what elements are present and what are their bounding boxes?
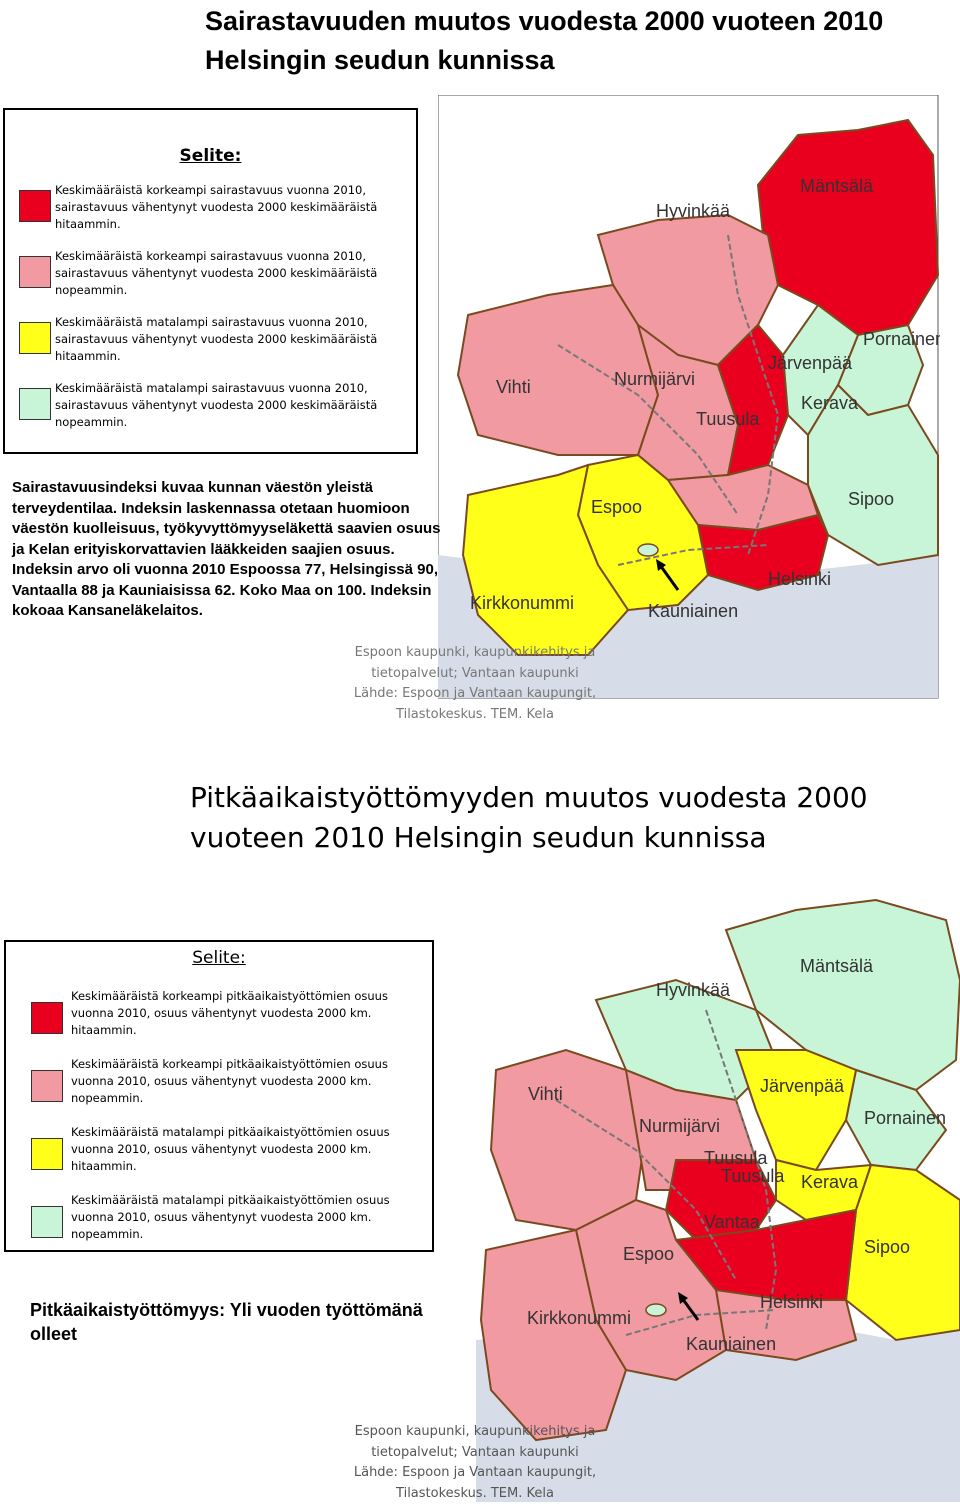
source-line: tietopalvelut; Vantaan kaupunki <box>371 1444 579 1460</box>
map2-legend <box>4 940 434 1252</box>
label-helsinki: Helsinki <box>768 569 832 589</box>
map1-legend-title: Selite: <box>179 146 242 166</box>
source-line: Tilastokeskus. TEM. Kela <box>396 1485 554 1501</box>
label-kirkkonummi: Kirkkonummi <box>527 1308 632 1328</box>
source-line: Lähde: Espoon ja Vantaan kaupungit, <box>353 686 597 701</box>
legend-swatch-pink <box>19 256 51 288</box>
map1-legend-item-2 <box>5 248 416 308</box>
label-kirkkonummi: Kirkkonummi <box>470 593 575 613</box>
label-hyvinkaa: Hyvinkää <box>656 980 731 1000</box>
label-nurmijarvi: Nurmijärvi <box>639 1116 720 1136</box>
region-kauniainen <box>638 544 658 556</box>
legend-swatch-pink <box>31 1070 63 1102</box>
legend-text: Keskimääräistä matalampi sairastavuus vuonna 2010, sairastavuus vähentynyt vuodesta 2000 keskimääräistä hitaammin. <box>55 315 378 363</box>
label-jarvenpaa: Järvenpää <box>760 1076 845 1096</box>
map1 <box>438 95 940 700</box>
map2-legend-item-3 <box>6 1124 432 1184</box>
legend-swatch-red <box>31 1002 63 1034</box>
map1-svg <box>438 95 940 700</box>
source-line: Espoon kaupunki, kaupunkikehitys ja <box>354 645 596 660</box>
map1-legend-item-3 <box>5 314 416 374</box>
label-tuusula: Tuusula <box>696 409 760 429</box>
label-hyvinkaa: Hyvinkää <box>656 201 731 221</box>
legend-swatch-mint <box>31 1206 63 1238</box>
region-kauniainen <box>646 1304 666 1316</box>
map2-source <box>320 1422 630 1504</box>
label-pornainen: Pornainen <box>863 329 940 349</box>
label-jarvenpaa: Järvenpää <box>768 353 853 373</box>
legend-swatch-yellow <box>19 322 51 354</box>
label-tuusula-2: Tuusula <box>721 1166 785 1186</box>
label-espoo: Espoo <box>623 1244 675 1264</box>
label-kerava: Kerava <box>801 393 859 413</box>
legend-swatch-mint <box>19 388 51 420</box>
map2-legend-item-2 <box>6 1056 432 1116</box>
map2-description: Pitkäaikaistyöttömyys: Yli vuoden työttömänä olleet <box>30 1300 423 1344</box>
map1-title: Sairastavuuden muutos vuodesta 2000 vuoteen 2010 Helsingin seudun kunnissa <box>205 6 884 75</box>
label-helsinki: Helsinki <box>760 1292 824 1312</box>
label-espoo: Espoo <box>591 497 643 517</box>
map2-title: Pitkäaikaistyöttömyyden muutos vuodesta 2000 vuoteen 2010 Helsingin seudun kunnissa <box>190 781 868 854</box>
label-vihti: Vihti <box>528 1084 563 1104</box>
map2-svg <box>476 870 960 1502</box>
label-vantaa: Vantaa <box>704 1212 760 1232</box>
legend-swatch-red <box>19 190 51 222</box>
legend-text: Keskimääräistä korkeampi sairastavuus vuonna 2010, sairastavuus vähentynyt vuodesta 2000 keskimääräistä nopeammin. <box>55 249 378 297</box>
map2-legend-item-4 <box>6 1192 432 1252</box>
map1-legend-item-4 <box>5 380 416 440</box>
label-vihti: Vihti <box>496 377 531 397</box>
map1-description: Sairastavuusindeksi kuvaa kunnan väestön yleistä terveydentilaa. Indeksin laskennassa otetaan huomioon väestön kuolleisuus, työkyvyttömyyseläkettä saavien osuus ja Kelan erityiskorvattavien lääkkeiden saajien osuus. Indeksin arvo oli vuonna 2010 Espoossa 77, Helsingissä 90, Vantaalla 88 ja Kauniaisissa 62. Koko Maa on 100. Indeksin kokoaa Kansaneläkelaitos. <box>12 479 441 619</box>
map1-legend <box>3 108 418 454</box>
label-sipoo: Sipoo <box>864 1237 911 1257</box>
label-sipoo: Sipoo <box>848 489 895 509</box>
legend-swatch-yellow <box>31 1138 63 1170</box>
legend-text: Keskimääräistä korkeampi pitkäaikaistyöttömien osuus vuonna 2010, osuus vähentynyt vuodesta 2000 km. nopeammin. <box>71 1057 388 1105</box>
map2 <box>476 870 960 1502</box>
legend-text: Keskimääräistä korkeampi pitkäaikaistyöttömien osuus vuonna 2010, osuus vähentynyt vuodesta 2000 km. hitaammin. <box>71 989 388 1037</box>
map2-legend-item-1 <box>6 988 432 1048</box>
map2-legend-title: Selite: <box>192 948 246 968</box>
map1-source <box>320 643 630 725</box>
legend-text: Keskimääräistä matalampi pitkäaikaistyöttömien osuus vuonna 2010, osuus vähentynyt vuodesta 2000 km. hitaammin. <box>71 1125 390 1173</box>
map1-legend-item-1 <box>5 182 416 242</box>
label-tuusula: Tuusula <box>704 1148 768 1168</box>
source-line: tietopalvelut; Vantaan kaupunki <box>371 665 579 681</box>
label-kauniainen: Kauniainen <box>686 1334 777 1354</box>
label-mantsala: Mäntsälä <box>800 176 874 196</box>
label-nurmijarvi: Nurmijärvi <box>614 369 695 389</box>
label-kerava: Kerava <box>801 1172 859 1192</box>
label-kauniainen: Kauniainen <box>648 601 739 621</box>
label-mantsala: Mäntsälä <box>800 956 874 976</box>
legend-text: Keskimääräistä matalampi pitkäaikaistyöttömien osuus vuonna 2010, osuus vähentynyt vuodesta 2000 km. nopeammin. <box>71 1193 390 1241</box>
source-line: Espoon kaupunki, kaupunkikehitys ja <box>354 1424 596 1439</box>
region-vihti <box>491 1050 646 1230</box>
legend-text: Keskimääräistä matalampi sairastavuus vuonna 2010, sairastavuus vähentynyt vuodesta 2000 keskimääräistä nopeammin. <box>55 381 378 429</box>
source-line: Tilastokeskus. TEM. Kela <box>396 706 554 722</box>
source-line: Lähde: Espoon ja Vantaan kaupungit, <box>353 1465 597 1480</box>
legend-text: Keskimääräistä korkeampi sairastavuus vuonna 2010, sairastavuus vähentynyt vuodesta 2000 keskimääräistä hitaammin. <box>55 183 378 231</box>
label-pornainen: Pornainen <box>864 1108 947 1128</box>
